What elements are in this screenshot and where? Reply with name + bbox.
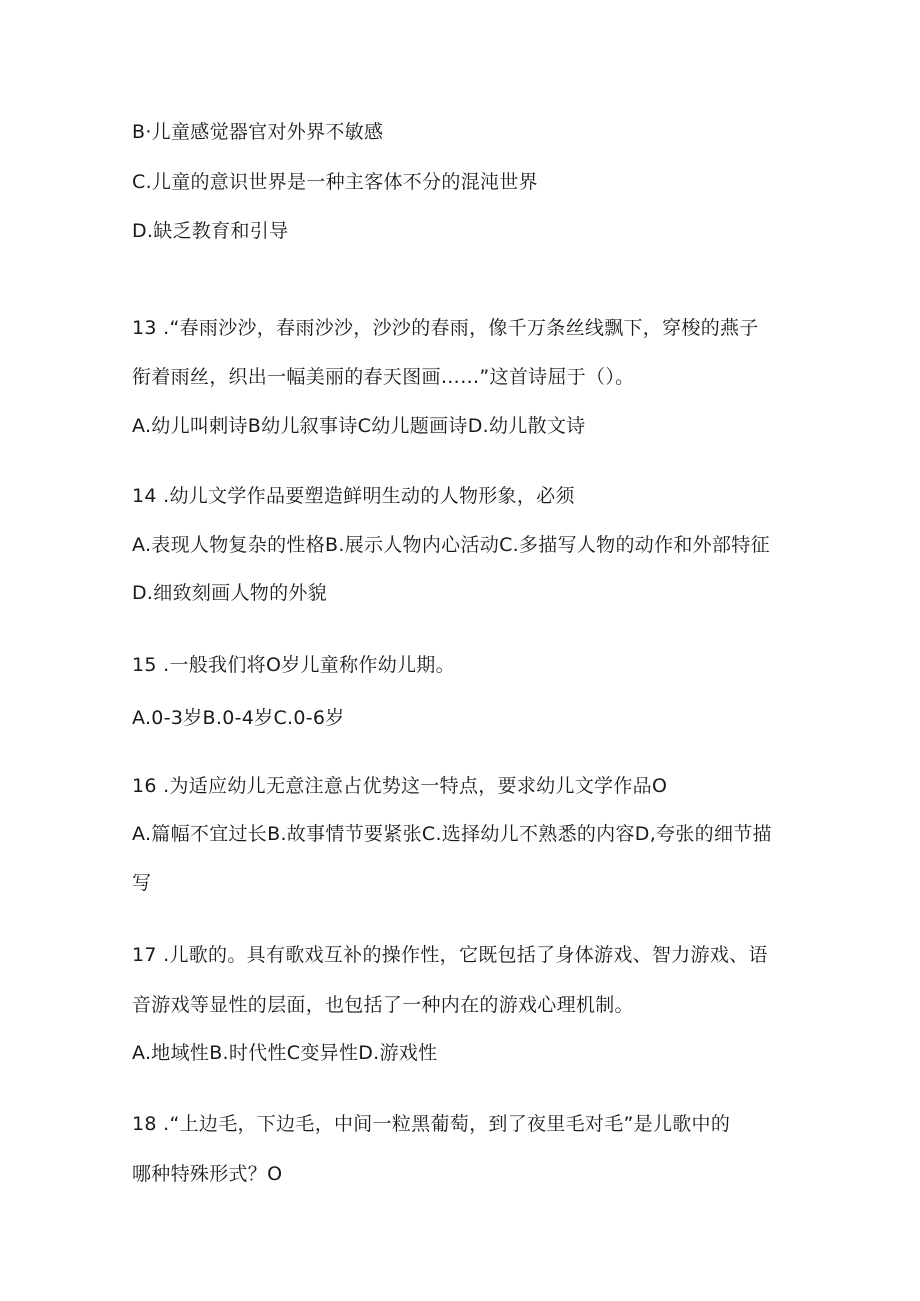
question-18-line-1: 18 .“上边毛，下边毛，中间一粒黑葡萄，到了夜里毛对毛”是儿歌中的 <box>132 1113 731 1135</box>
option-d-line: D.缺乏教育和引导 <box>132 220 289 242</box>
option-c-line: C.儿童的意识世界是一种主客体不分的混沌世界 <box>132 171 538 193</box>
question-17-options: A.地域性B.时代性C变异性D.游戏性 <box>132 1042 438 1064</box>
question-16-stem: 16 .为适应幼儿无意注意占优势这一特点，要求幼儿文学作品O <box>132 775 668 797</box>
option-b-line: B·儿童感觉器官对外界不敏感 <box>132 121 384 143</box>
question-17-line-2: 音游戏等显性的层面，也包括了一种内在的游戏心理机制。 <box>132 994 634 1016</box>
question-16-options-line-1: A.篇幅不宜过长B.故事情节要紧张C.选择幼儿不熟悉的内容D,夸张的细节描 <box>132 823 772 845</box>
question-15-options: A.0-3岁B.0-4岁C.0-6岁 <box>132 707 345 729</box>
question-18-line-2: 哪种特殊形式？O <box>132 1163 283 1185</box>
question-14-stem: 14 .幼儿文学作品要塑造鲜明生动的人物形象，必须 <box>132 485 575 507</box>
question-16-options-line-2: 写 <box>132 872 152 894</box>
question-15-stem: 15 .一般我们将O岁儿童称作幼儿期。 <box>132 654 455 676</box>
question-14-options-line-2: D.细致刻画人物的外貌 <box>132 582 327 604</box>
question-13-line-2: 衔着雨丝，织出一幅美丽的春天图画……”这首诗屈于（）。 <box>132 366 635 388</box>
question-13-options: A.幼儿叫剌诗B幼儿叙事诗C幼儿题画诗D.幼儿散文诗 <box>132 415 586 437</box>
question-17-line-1: 17 .儿歌的。具有歌戏互补的操作性，它既包括了身体游戏、智力游戏、语 <box>132 944 768 966</box>
question-14-options-line-1: A.表现人物复杂的性格B.展示人物内心活动C.多描写人物的动作和外部特征 <box>132 534 770 556</box>
question-13-line-1: 13 .“春雨沙沙，春雨沙沙，沙沙的春雨，像千万条丝线飘下，穿梭的燕子 <box>132 317 759 339</box>
